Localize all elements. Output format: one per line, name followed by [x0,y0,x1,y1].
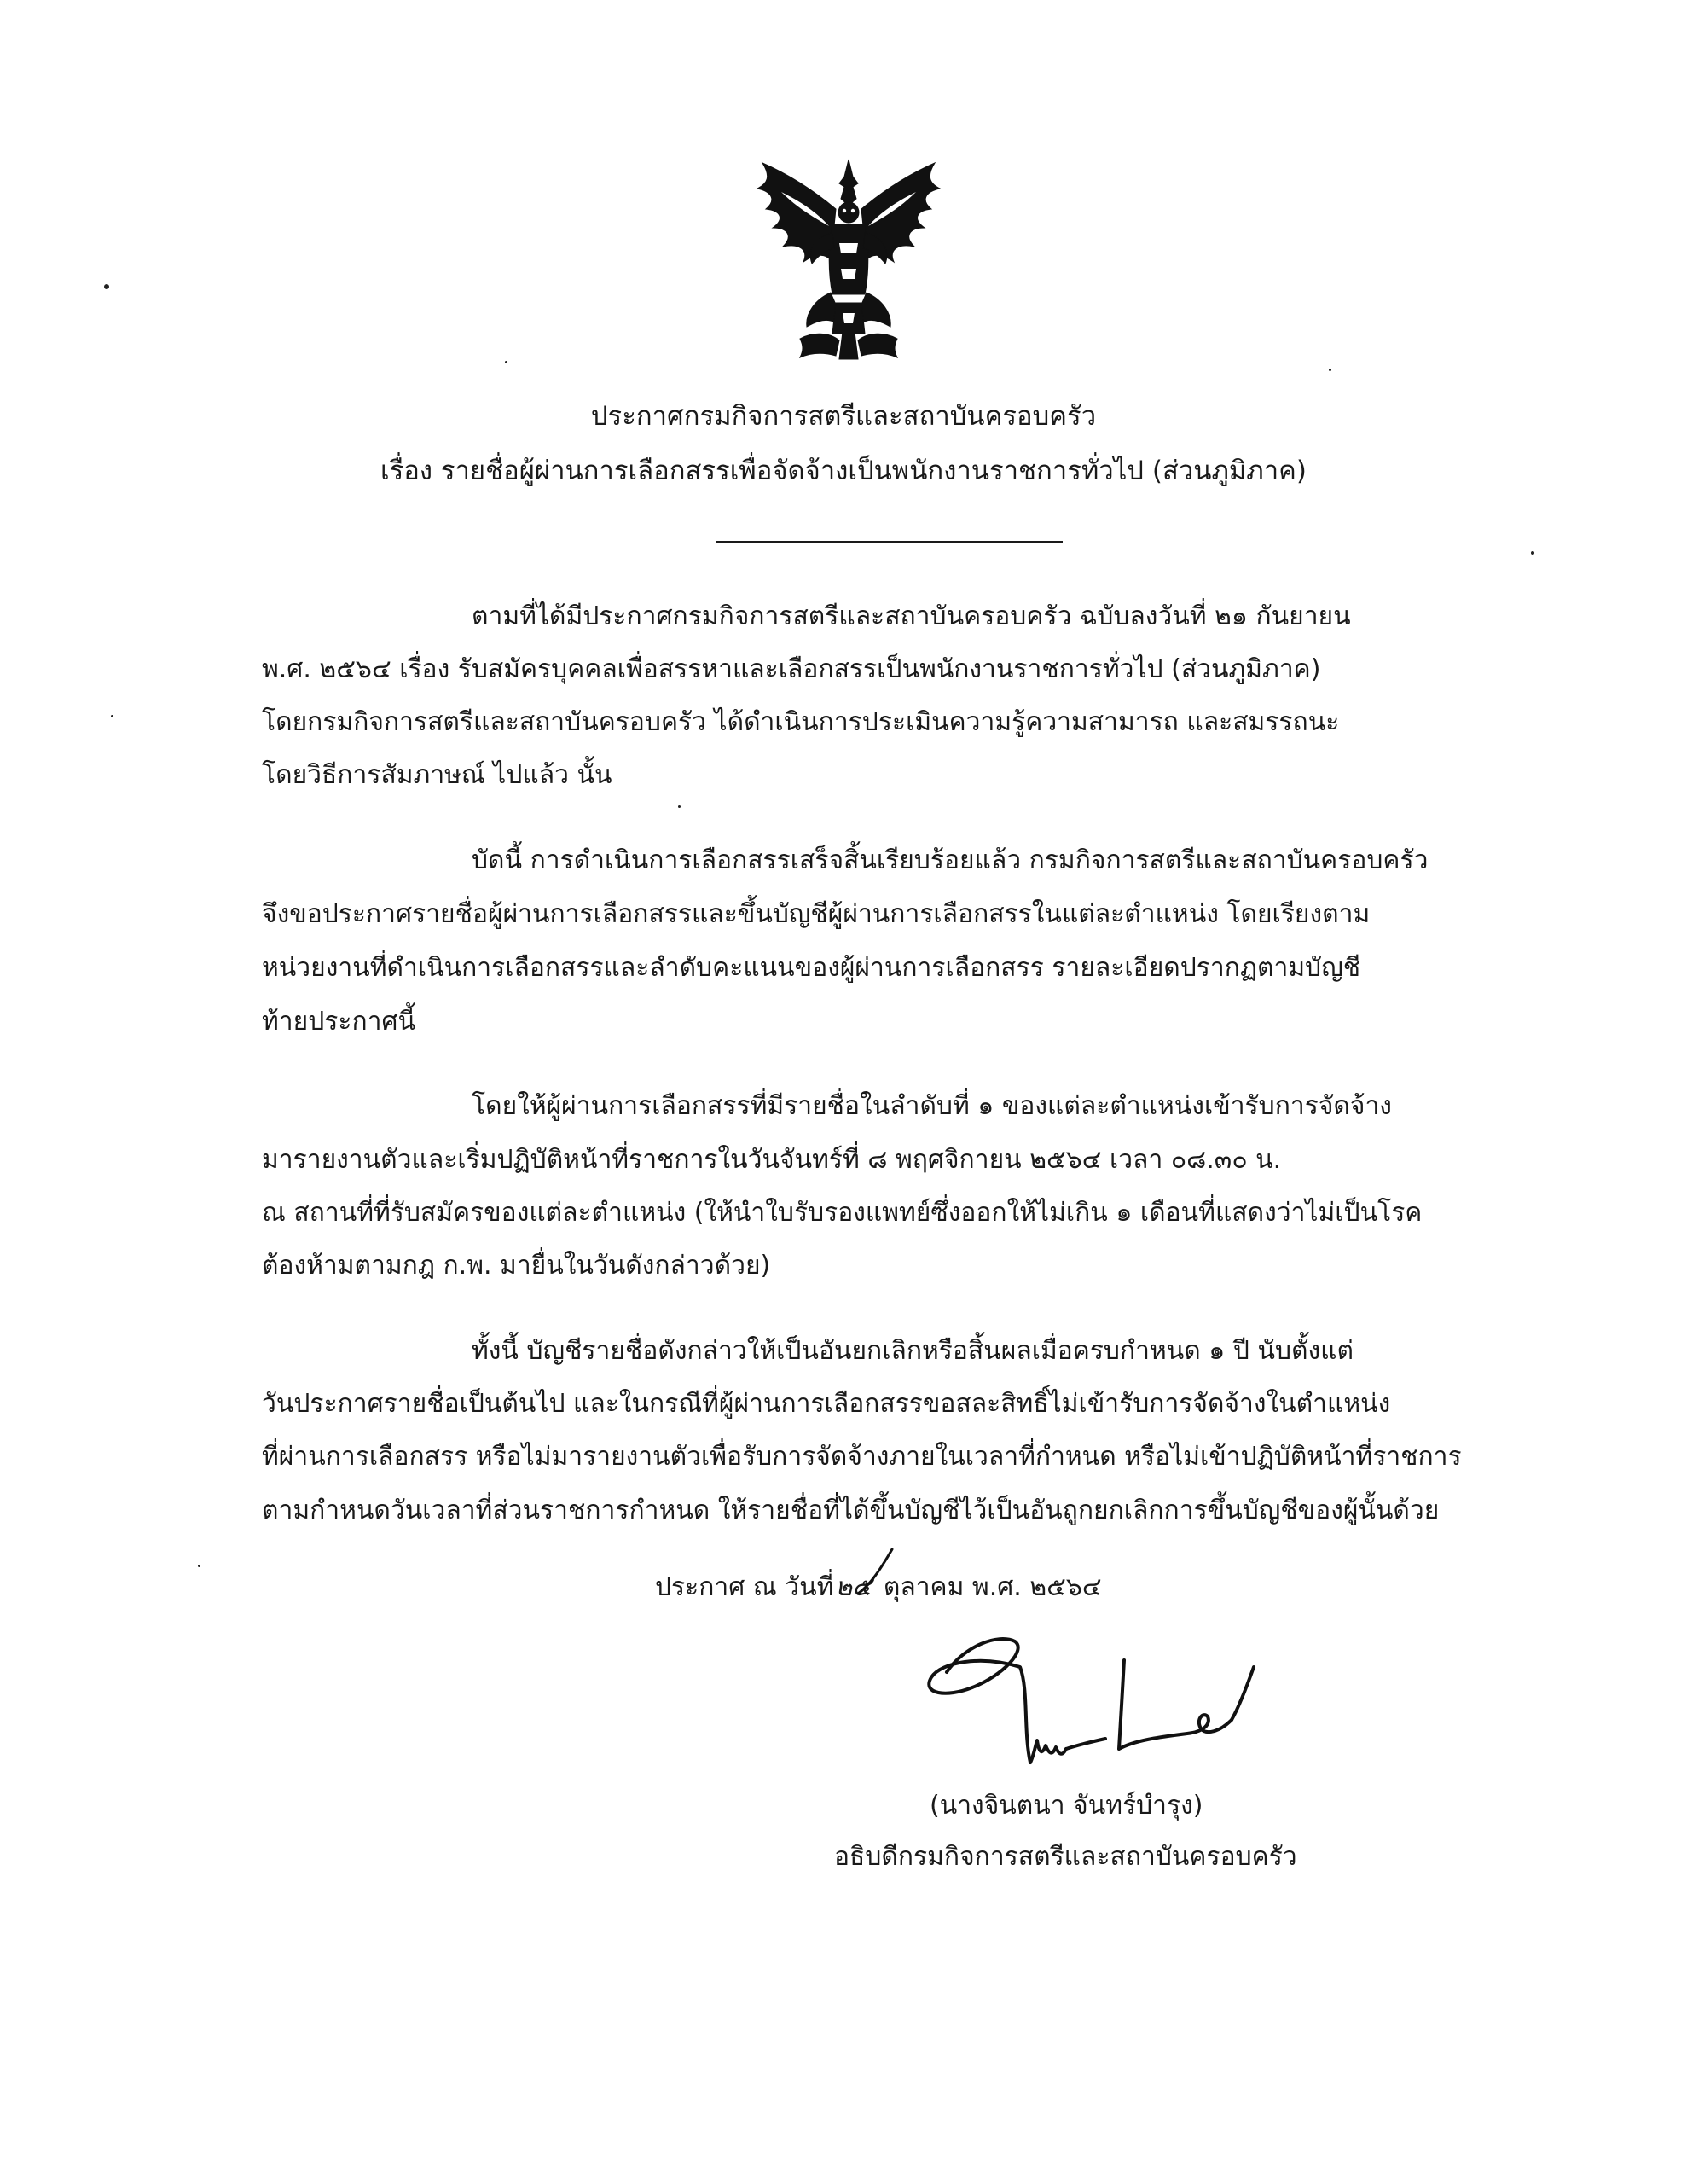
scan-speck [111,715,113,717]
announcement-subject: เรื่อง รายชื่อผู้ผ่านการเลือกสรรเพื่อจัดจ้างเป็นพนักงานราชการทั่วไป (ส่วนภูมิภาค) [380,456,1307,486]
date-suffix: ตุลาคม พ.ศ. ๒๕๖๔ [883,1572,1102,1602]
paragraph-line: ต้องห้ามตามกฎ ก.พ. มายื่นในวันดังกล่าวด้วย) [262,1251,771,1281]
paragraph-line: ทั้งนี้ บัญชีรายชื่อดังกล่าวให้เป็นอันยกเลิกหรือสิ้นผลเมื่อครบกำหนด ๑ ปี นับตั้งแต่ [472,1336,1354,1366]
scan-speck [1329,369,1331,371]
paragraph-line: พ.ศ. ๒๕๖๔ เรื่อง รับสมัครบุคคลเพื่อสรรหาและเลือกสรรเป็นพนักงานราชการทั่วไป (ส่วนภูมิภาค) [262,654,1321,684]
scan-speck [104,284,109,289]
paragraph-line: ตามกำหนดวันเวลาที่ส่วนราชการกำหนด ให้รายชื่อที่ได้ขึ้นบัญชีไว้เป็นอันถูกยกเลิกการขึ้นบัญชีของผู้นั้นด้วย [262,1496,1440,1525]
paragraph-line: มารายงานตัวและเริ่มปฏิบัติหน้าที่ราชการในวันจันทร์ที่ ๘ พฤศจิกายน ๒๕๖๔ เวลา ๐๘.๓๐ น. [262,1145,1282,1175]
paragraph-line: หน่วยงานที่ดำเนินการเลือกสรรและลำดับคะแนนของผู้ผ่านการเลือกสรร รายละเอียดปรากฏตามบัญชี [262,953,1361,983]
date-prefix: ประกาศ ณ วันที่ [655,1572,834,1602]
date-day-handwritten: ๒๕ [835,1572,872,1602]
paragraph-line: บัดนี้ การดำเนินการเลือกสรรเสร็จสิ้นเรียบร้อยแล้ว กรมกิจการสตรีและสถาบันครอบครัว [472,845,1429,875]
signer-title: อธิบดีกรมกิจการสตรีและสถาบันครอบครัว [834,1842,1297,1872]
paragraph-line: โดยกรมกิจการสตรีและสถาบันครอบครัว ได้ดำเนินการประเมินความรู้ความสามารถ และสมรรถนะ [262,707,1340,737]
paragraph-line: โดยวิธีการสัมภาษณ์ ไปแล้ว นั้น [262,760,612,790]
handwritten-signature-icon [853,1612,1262,1809]
title-divider [716,541,1063,543]
scan-speck [1531,551,1534,555]
paragraph-line: ตามที่ได้มีประกาศกรมกิจการสตรีและสถาบันครอบครัว ฉบับลงวันที่ ๒๑ กันยายน [472,601,1351,631]
scan-speck [505,361,507,363]
signer-name: (นางจินตนา จันทร์บำรุง) [930,1791,1203,1821]
scan-speck [678,805,681,808]
paragraph-line: ณ สถานที่ที่รับสมัครของแต่ละตำแหน่ง (ให้นำใบรับรองแพทย์ซึ่งออกให้ไม่เกิน ๑ เดือนที่แสดงว่าไม่เป็นโรค [262,1198,1423,1228]
paragraph-line: วันประกาศรายชื่อเป็นต้นไป และในกรณีที่ผู้ผ่านการเลือกสรรขอสละสิทธิ์ไม่เข้ารับการจัดจ้างในตำแหน่ง [262,1389,1391,1419]
paragraph-line: โดยให้ผู้ผ่านการเลือกสรรที่มีรายชื่อในลำดับที่ ๑ ของแต่ละตำแหน่งเข้ารับการจัดจ้าง [472,1091,1392,1121]
announcement-title: ประกาศกรมกิจการสตรีและสถาบันครอบครัว [590,401,1097,432]
paragraph-line: ท้ายประกาศนี้ [262,1007,416,1037]
garuda-emblem-icon [747,158,950,363]
paragraph-line: ที่ผ่านการเลือกสรร หรือไม่มารายงานตัวเพื่อรับการจัดจ้างภายในเวลาที่กำหนด หรือไม่เข้าปฏิบัติหน้าที่ราชการ [262,1442,1462,1472]
scan-speck [198,1565,200,1567]
handwritten-tick-icon [851,1544,902,1612]
paragraph-line: จึงขอประกาศรายชื่อผู้ผ่านการเลือกสรรและขึ้นบัญชีผู้ผ่านการเลือกสรรในแต่ละตำแหน่ง โดยเรียงตาม [262,899,1371,929]
